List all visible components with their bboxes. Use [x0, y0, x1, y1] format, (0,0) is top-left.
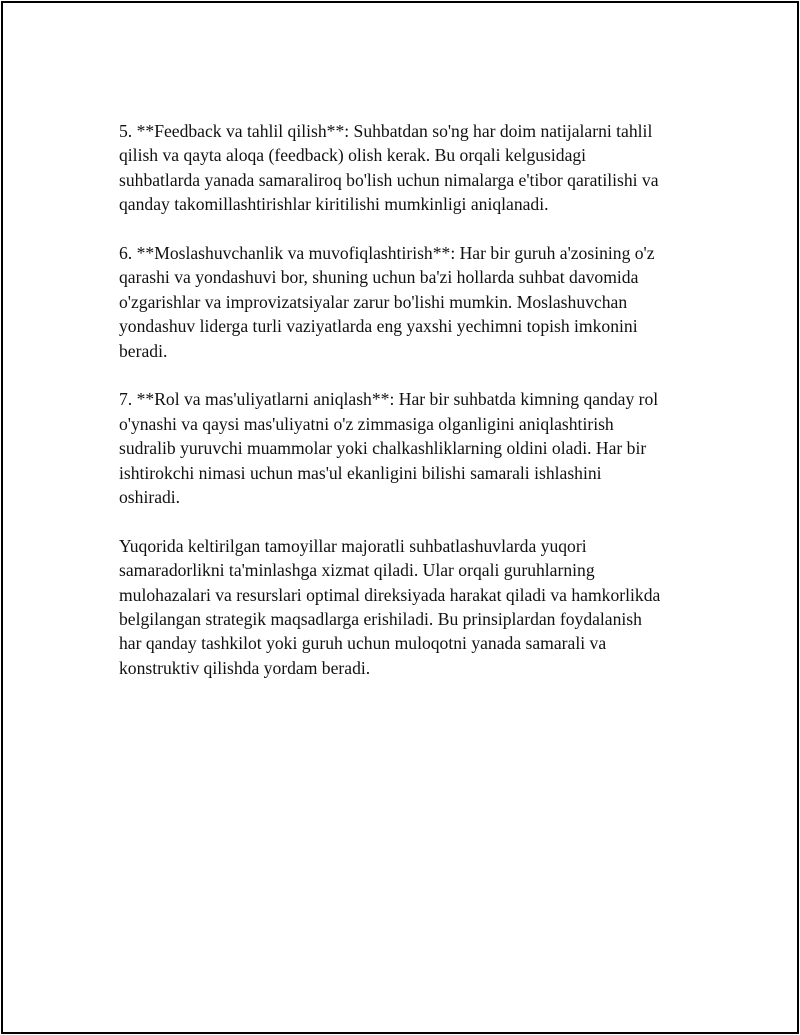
text-line: ishtirokchi nimasi uchun mas'ul ekanligini bilishi samarali ishlashini	[119, 462, 602, 483]
text-line: Yuqorida keltirilgan tamoyillar majoratli suhbatlashuvlarda yuqori	[119, 535, 587, 556]
paragraph-flexibility	[119, 241, 699, 363]
text-line: qanday takomillashtirishlar kiritilishi mumkinligi aniqlanadi.	[119, 194, 549, 215]
text-line: mulohazalari va resurslari optimal direksiyada harakat qiladi va hamkorlikda	[119, 584, 661, 605]
text-line: 5. **Feedback va tahlil qilish**: Suhbatdan so'ng har doim natijalarni tahlil	[119, 121, 653, 141]
paragraph-conclusion	[119, 534, 699, 680]
text-line: sudralib yuruvchi muammolar yoki chalkashliklarning oldini oladi. Har bir	[119, 438, 647, 459]
text-line: oshiradi.	[119, 487, 181, 508]
document-page	[1, 1, 799, 1034]
paragraph-feedback	[119, 119, 699, 217]
text-line: qarashi va yondashuvi bor, shuning uchun ba'zi hollarda suhbat davomida	[119, 267, 639, 288]
text-line: 6. **Moslashuvchanlik va muvofiqlashtirish**: Har bir guruh a'zosining o'z	[119, 243, 655, 264]
text-line: yondashuv liderga turli vaziyatlarda eng yaxshi yechimni topish imkonini	[119, 316, 638, 337]
text-line: o'zgarishlar va improvizatsiyalar zarur bo'lishi mumkin. Moslashuvchan	[119, 291, 628, 312]
text-line: 7. **Rol va mas'uliyatlarni aniqlash**: Har bir suhbatda kimning qanday rol	[119, 389, 659, 410]
text-line: samaradorlikni ta'minlashga xizmat qiladi. Ular orqali guruhlarning	[119, 560, 595, 581]
text-line: har qanday tashkilot yoki guruh uchun muloqotni yanada samarali va	[119, 633, 607, 654]
document-body	[119, 119, 699, 705]
paragraph-roles	[119, 387, 699, 509]
text-line: konstruktiv qilishda yordam beradi.	[119, 657, 371, 678]
text-line: belgilangan strategik maqsadlarga erishiladi. Bu prinsiplardan foydalanish	[119, 609, 642, 630]
text-line: qilish va qayta aloqa (feedback) olish kerak. Bu orqali kelgusidagi	[119, 145, 587, 166]
text-line: beradi.	[119, 340, 168, 361]
text-line: o'ynashi va qaysi mas'uliyatni o'z zimmasiga olganligini aniqlashtirish	[119, 413, 614, 434]
text-line: suhbatlarda yanada samaraliroq bo'lish uchun nimalarga e'tibor qaratilishi va	[119, 169, 659, 190]
